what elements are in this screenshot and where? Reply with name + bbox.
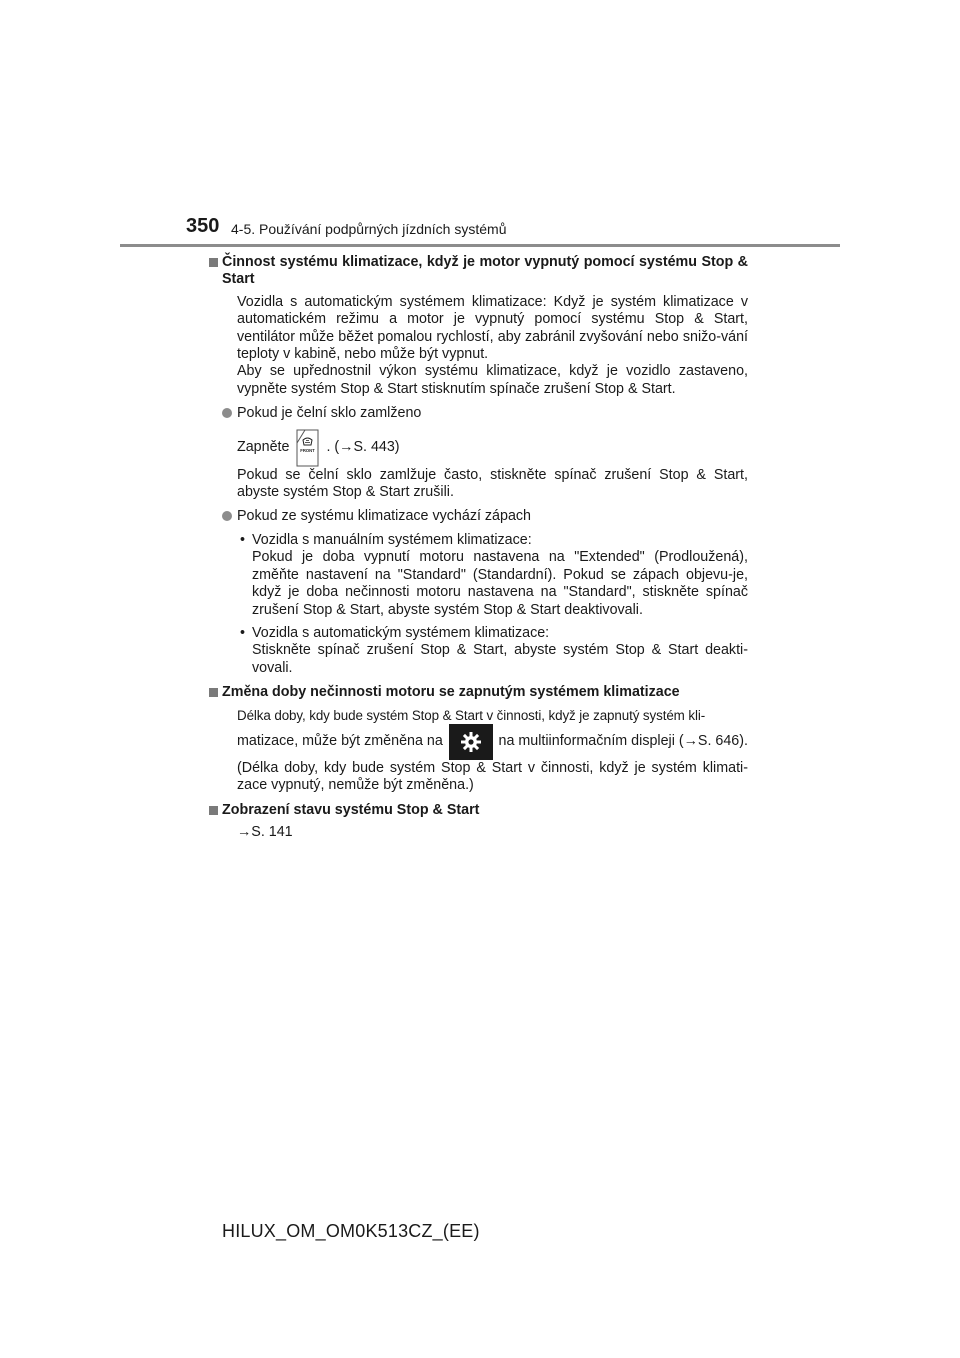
- section-heading-status-display: [222, 802, 748, 819]
- section-title: Změna doby nečinnosti motoru se zapnutým systémem klimatizace: [222, 684, 680, 701]
- list-item: [237, 532, 748, 619]
- sub-item-title: Vozidla s manuálním systémem klimatizace:: [252, 531, 532, 548]
- line-suffix: . (→S. 443): [326, 438, 400, 455]
- line-prefix: Zapněte: [237, 438, 290, 455]
- paragraph: Vozidla s automatickým systémem klimatizace: Když je systém klimatizace v automatickém režimu a motor je vypnutý pomocí systému Stop & Start, ventilátor může běžet pomalou rychlostí, aby zabránil zvyšování nebo snižo-vání teploty v kabině, nebo může být vypnut.: [237, 293, 748, 363]
- settings-gear-icon: [449, 724, 493, 760]
- sub-item-text: Stiskněte spínač zrušení Stop & Start, abyste systém Stop & Start deakti-vovali.: [252, 642, 748, 676]
- section-title: Činnost systému klimatizace, když je motor vypnutý pomocí systému Stop & Start: [222, 254, 748, 288]
- circle-bullet-icon: [222, 408, 232, 418]
- line-prefix: matizace, může být změněna na: [237, 733, 443, 750]
- page-reference: →S. 141: [237, 824, 293, 841]
- circle-bullet-icon: [222, 511, 232, 521]
- square-marker-icon: [209, 688, 218, 697]
- square-marker-icon: [209, 806, 218, 815]
- section-body: [222, 824, 748, 841]
- sub-list: [222, 532, 748, 677]
- sub-bullet: •: [240, 531, 246, 548]
- page-content: [222, 254, 748, 849]
- paragraph: Délka doby, kdy bude systém Stop & Start v činnosti, když je zapnutý systém kli-: [237, 707, 706, 723]
- front-defogger-icon: [294, 429, 321, 467]
- section-title: Zobrazení stavu systému Stop & Start: [222, 801, 480, 818]
- bullet-body: [222, 429, 748, 502]
- section-heading-stop-start-ac: [222, 254, 748, 289]
- list-item: [237, 625, 748, 677]
- inline-icon-line: [237, 724, 748, 760]
- bullet-title: Pokud je čelní sklo zamlženo: [237, 405, 422, 422]
- svg-text:FRONT: FRONT: [300, 447, 316, 453]
- bullet-item-windshield: [222, 405, 748, 422]
- section-body: [222, 294, 748, 398]
- paragraph: Pokud se čelní sklo zamlžuje často, stiskněte spínač zrušení Stop & Start, abyste systém Stop & Start zrušili.: [237, 466, 748, 501]
- bullet-title: Pokud ze systému klimatizace vychází zápach: [237, 508, 532, 525]
- page-number: 350: [186, 215, 220, 237]
- section-heading-idle-time: [222, 684, 748, 701]
- square-marker-icon: [209, 258, 218, 267]
- sub-item-title: Vozidla s automatickým systémem klimatizace:: [252, 624, 550, 641]
- paragraph: (Délka doby, kdy bude systém Stop & Start v činnosti, když je systém klimati-zace vypnutý, nemůže být změněna.): [237, 759, 748, 794]
- line-suffix: na multiinformačním displeji (→S. 646).: [498, 733, 748, 750]
- inline-icon-line: [237, 429, 748, 467]
- chapter-title: 4-5. Používání podpůrných jízdních systémů: [231, 221, 507, 237]
- section-body: [222, 707, 748, 795]
- header-rule: [120, 244, 840, 247]
- sub-item-text: Pokud je doba vypnutí motoru nastavena na "Extended" (Prodloužená), změňte nastavení na "Standard" (Standardní). Pokud se zápach objevu-je, když je doba nečinnosti motoru nastavena na "Standard", stiskněte spínač zrušení Stop & Start, abyste systém Stop & Start deaktivovali.: [252, 549, 748, 618]
- paragraph: Aby se upřednostnil výkon systému klimatizace, když je vozidlo zastaveno, vypněte systém Stop & Start stisknutím spínače zrušení Stop & Start.: [237, 363, 748, 397]
- document-code: HILUX_OM_OM0K513CZ_(EE): [222, 1221, 480, 1241]
- sub-bullet: •: [240, 624, 246, 641]
- bullet-item-odor: [222, 508, 748, 525]
